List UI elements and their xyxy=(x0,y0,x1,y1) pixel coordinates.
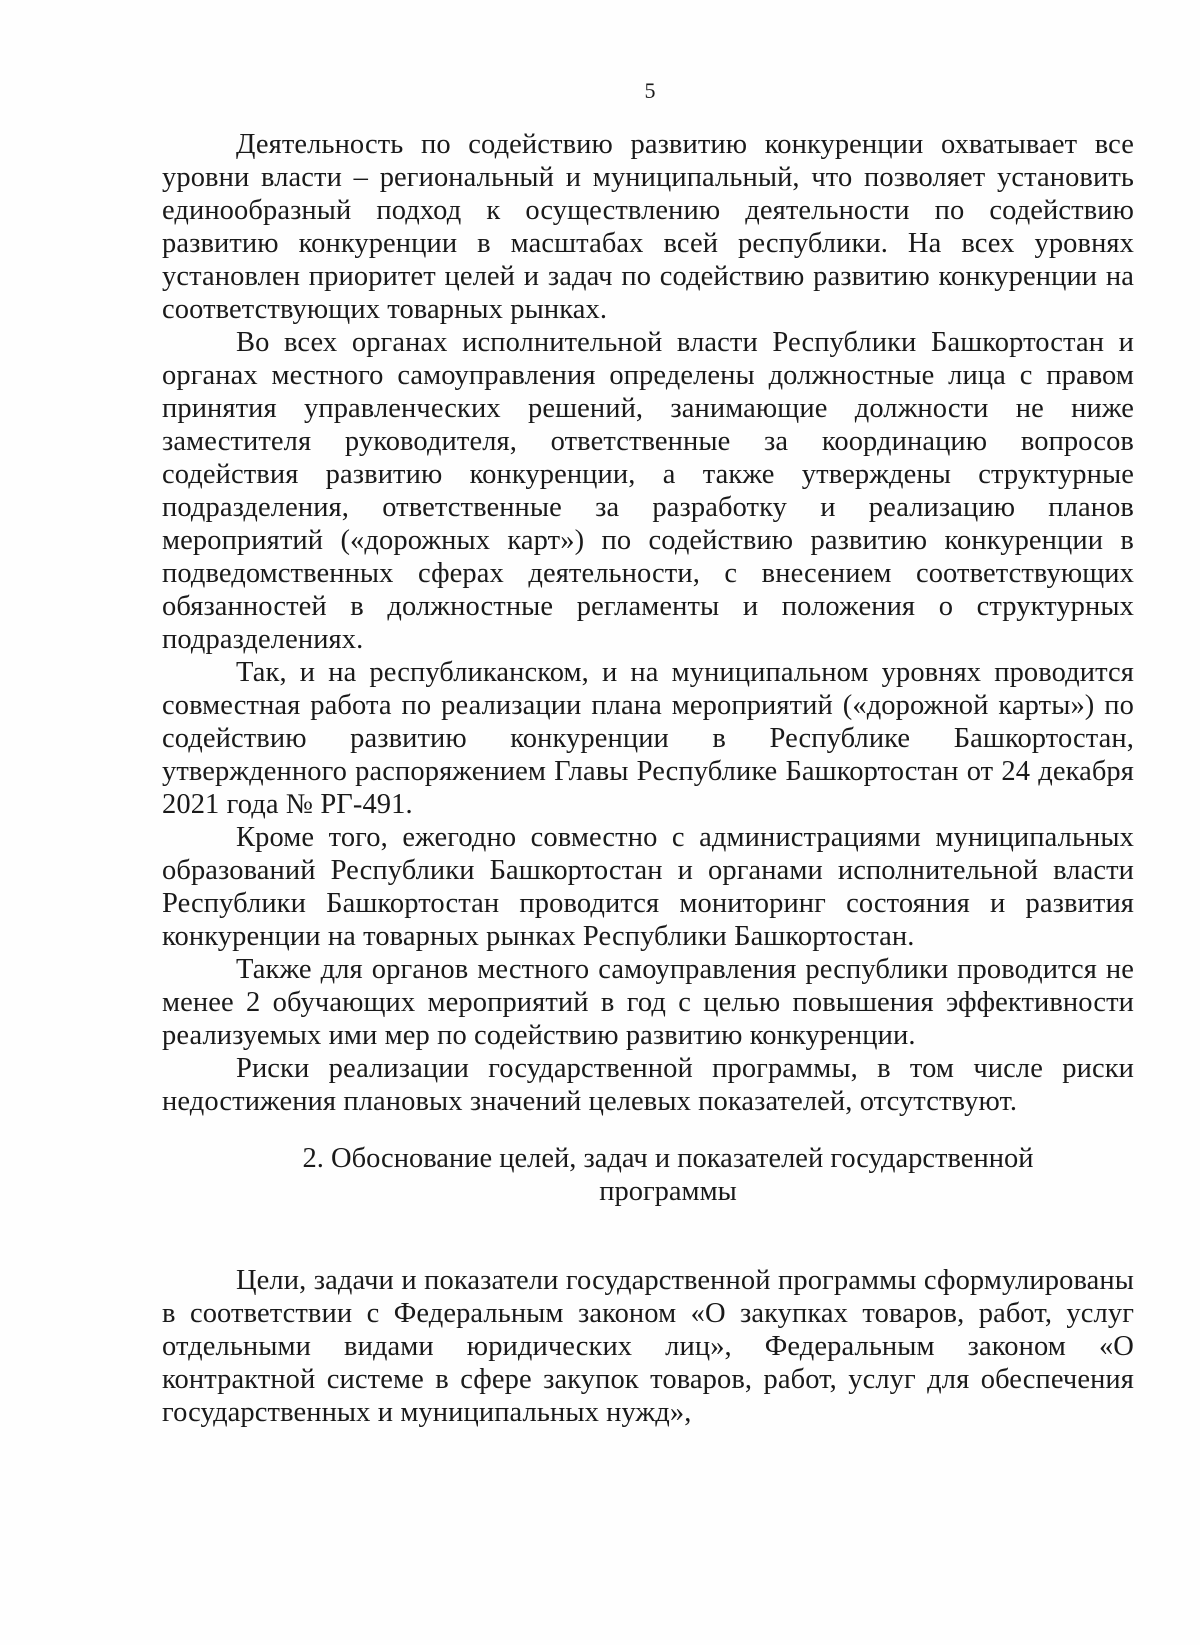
section-heading xyxy=(162,1142,1134,1208)
paragraph-officials: Во всех органах исполнительной власти Республики Башкортостан и органах местного самоуправления определены должностные лица с правом принятия управленческих решений, занимающие должности не ниже заместителя руководителя, ответственные за координацию вопросов содействия развитию конкуренции, а также утверждены структурные подразделения, ответственные за разработку и реализацию планов мероприятий («дорожных карт») по содействию развитию конкуренции в подведомственных сферах деятельности, с внесением соответствующих обязанностей в должностные регламенты и положения о структурных подразделениях. xyxy=(162,327,1134,655)
paragraph-training: Также для органов местного самоуправления республики проводится не менее 2 обучающих мероприятий в год с целью повышения эффективности реализуемых ими мер по содействию развитию конкуренции. xyxy=(162,954,1134,1051)
document-body xyxy=(162,128,1134,1429)
paragraph-roadmap: Так, и на республиканском, и на муниципальном уровнях проводится совместная работа по реализации плана мероприятий («дорожной карты») по содействию развитию конкуренции в Республике Башкортостан, утвержденного распоряжением Главы Республике Башкортостан от 24 декабря 2021 года № РГ-491. xyxy=(162,657,1134,820)
paragraph-competition-activity: Деятельность по содействию развитию конкуренции охватывает все уровни власти – региональный и муниципальный, что позволяет установить единообразный подход к осуществлению деятельности по содействию развитию конкуренции в масштабах всей республики. На всех уровнях установлен приоритет целей и задач по содействию развитию конкуренции на соответствующих товарных рынках. xyxy=(162,129,1134,325)
paragraph-monitoring: Кроме того, ежегодно совместно с администрациями муниципальных образований Республики Башкортостан и органами исполнительной власти Республики Башкортостан проводится мониторинг состояния и развития конкуренции на товарных рынках Республики Башкортостан. xyxy=(162,822,1134,952)
paragraph-goals-justification: Цели, задачи и показатели государственной программы сформулированы в соответствии с Федеральным законом «О закупках товаров, работ, услуг отдельными видами юридических лиц», Федеральным законом «О контрактной системе в сфере закупок товаров, работ, услуг для обеспечения государственных и муниципальных нужд», xyxy=(162,1265,1134,1428)
paragraph-risks: Риски реализации государственной программы, в том числе риски недостижения плановых значений целевых показателей, отсутствуют. xyxy=(162,1053,1134,1117)
section-heading-line-1: 2. Обоснование целей, задач и показателей государственной xyxy=(302,1143,1034,1174)
page-number: 5 xyxy=(644,78,656,103)
section-heading-line-2: программы xyxy=(599,1176,737,1207)
